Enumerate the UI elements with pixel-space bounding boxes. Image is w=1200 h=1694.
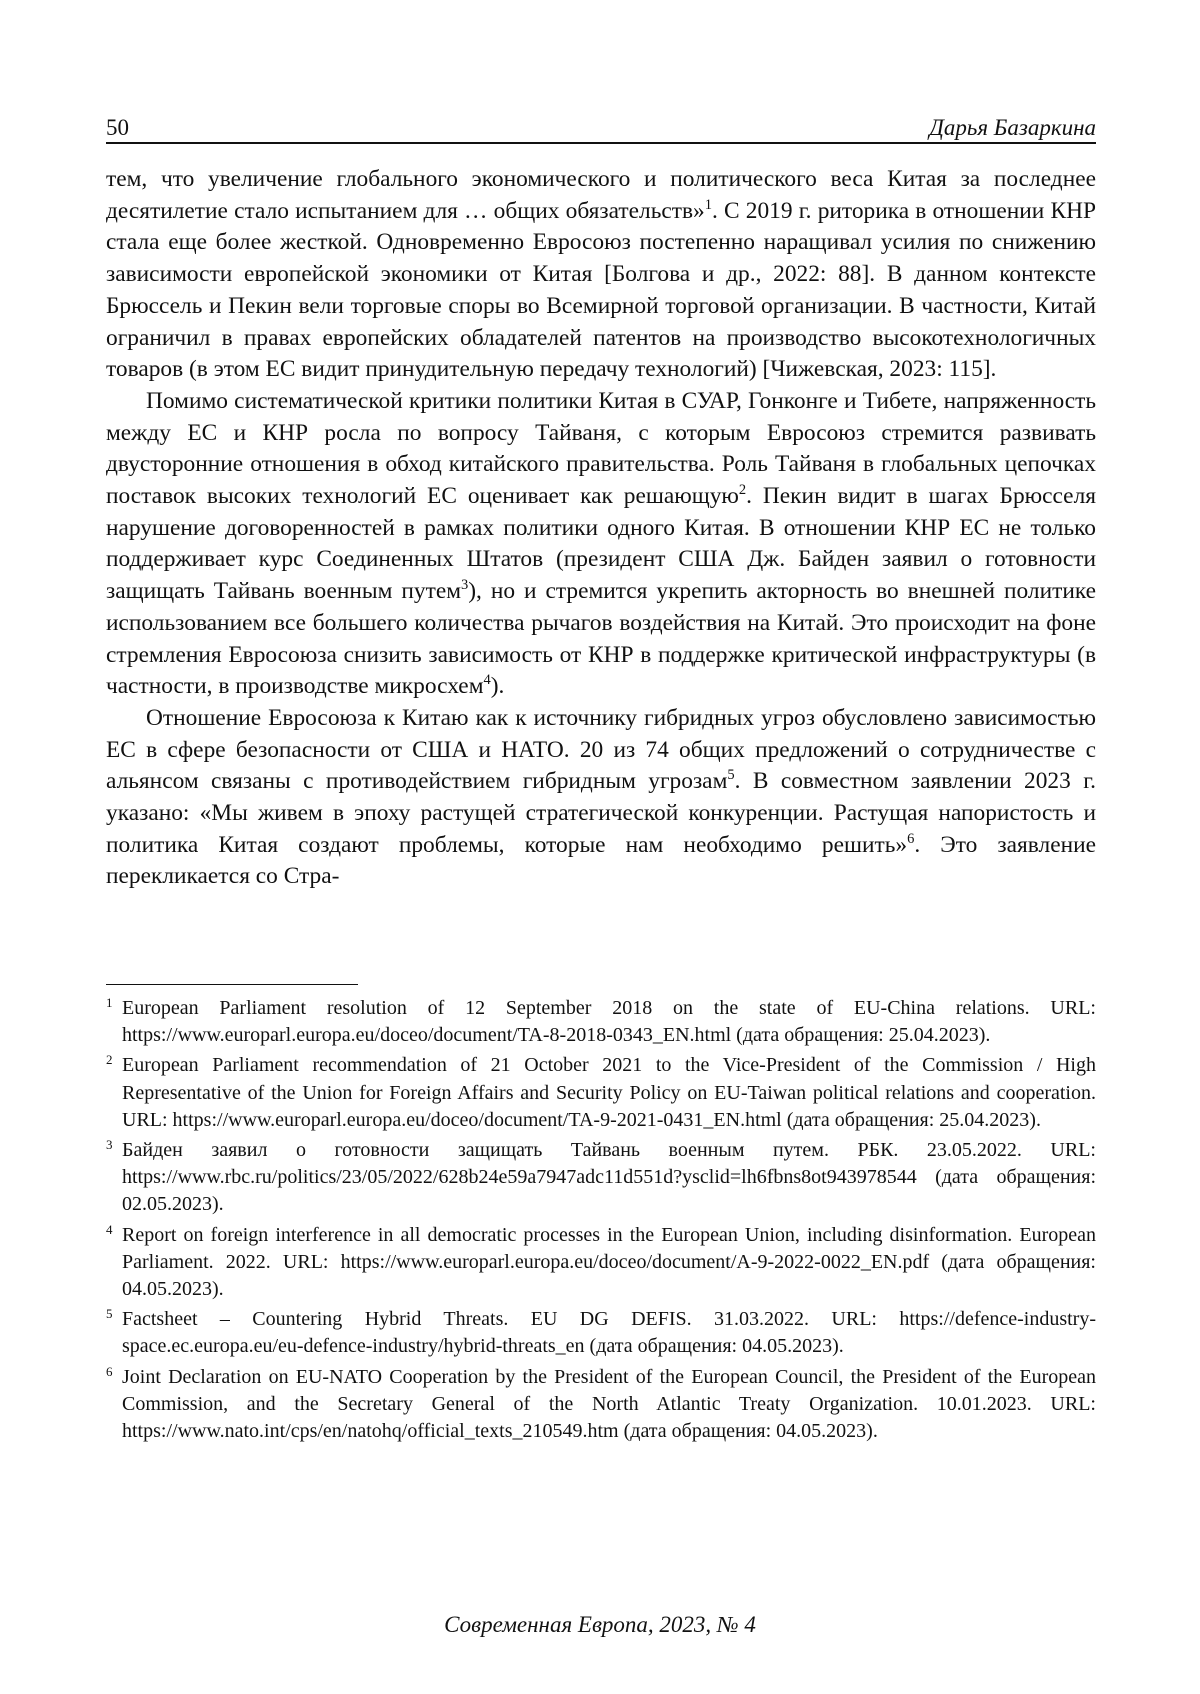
footnote-text: Байден заявил о готовности защищать Тайвань военным путем. РБК. 23.05.2022. URL: https://www.rbc.ru/politics/23/05/2022/628b24e59a7947adc11d551d?ysclid=lh6fbns8ot943978544 (дата обращения: 02.05.2023). bbox=[122, 1139, 1096, 1216]
paragraph-2: Помимо систематической критики политики Китая в СУАР, Гонконге и Тибете, напряженность между ЕС и КНР росла по вопросу Тайваня, с которым Евросоюз стремится развивать двусторонние отношения в обход китайского правительства. Роль Тайваня в глобальных цепочках поставок высоких технологий ЕС оценивает как решающую$^2$. Пекин видит в шагах Брюсселя нарушение договоренностей в рамках политики одного Китая. В отношении КНР ЕС не только поддерживает курс Соединенных Штатов (президент США Дж. Байден заявил о готовности защищать Тайвань военным путем$^3$), но и стремится укрепить акторность во внешней политике использованием все большего количества рычагов воздействия на Китай. Это происходит на фоне стремления Евросоюза снизить зависимость от КНР в поддержке критической инфраструктуры (в частности, в производстве микросхем$^4$). bbox=[106, 387, 1096, 700]
footnote-text: Joint Declaration on EU-NATO Cooperation by the President of the European Council, the President of the European Commission, and the Secretary General of the North Atlantic Treaty Organization. 10.01.2023. URL: https://www.nato.int/cps/en/natohq/official_texts_210549.htm (дата обращения: 04.05.2023). bbox=[122, 1365, 1096, 1443]
footnote bbox=[106, 1306, 1096, 1360]
footnote bbox=[106, 1222, 1096, 1304]
footnote-number: 6 bbox=[106, 1363, 113, 1379]
footnote-rule bbox=[106, 984, 358, 985]
footnote-ref-6[interactable]: 6 bbox=[907, 830, 915, 847]
footnote-number: 2 bbox=[106, 1052, 113, 1068]
paragraph-1: тем, что увеличение глобального экономического и политического веса Китая за последнее десятилетие стало испытанием для … общих обязательств»$^1$. С 2019 г. риторика в отношении КНР стала еще более жесткой. Одновременно Евросоюз постепенно наращивал усилия по снижению зависимости европейской экономики от Китая [Болгова и др., 2022: 88]. В данном контексте Брюссель и Пекин вели торговые споры во Всемирной торговой организации. В частности, Китай ограничил в правах европейских обладателей патентов на производство высокотехнологичных товаров (в этом ЕС видит принудительную передачу технологий) [Чижевская, 2023: 115]. bbox=[106, 166, 1096, 383]
footnote-ref-2[interactable]: 2 bbox=[738, 482, 747, 499]
running-header bbox=[106, 106, 1096, 142]
running-footer: Современная Европа, 2023, № 4 bbox=[444, 1612, 756, 1637]
page-number: 50 bbox=[106, 115, 129, 140]
footnote-ref-1[interactable]: 1 bbox=[704, 196, 712, 213]
footnote-text: European Parliament resolution of 12 September 2018 on the state of EU-China relations. URL: https://www.europarl.europa.eu/doceo/document/TA-8-2018-0343_EN.html (дата обращения: 25.04.2023). bbox=[122, 997, 1096, 1047]
header-rule bbox=[106, 142, 1096, 144]
footnotes bbox=[106, 995, 1096, 1448]
footnote-text: Factsheet – Countering Hybrid Threats. EU DG DEFIS. 31.03.2022. URL: https://defence-industry-space.ec.europa.eu/eu-defence-industry/hybrid-threats_en (дата обращения: 04.05.2023). bbox=[122, 1308, 1096, 1358]
footnote-text: European Parliament recommendation of 21 October 2021 to the Vice-President of the Commission / High Representative of the Union for Foreign Affairs and Security Policy on EU-Taiwan political relations and cooperation. URL: https://www.europarl.europa.eu/doceo/document/TA-9-2021-0431_EN.html (дата обращения: 25.04.2023). bbox=[122, 1054, 1096, 1131]
footnote bbox=[106, 995, 1096, 1049]
footnote-number: 1 bbox=[106, 995, 113, 1010]
footnote bbox=[106, 1052, 1096, 1134]
author-name: Дарья Базаркина bbox=[929, 115, 1096, 140]
footnote-number: 3 bbox=[106, 1137, 113, 1153]
footnote-ref-5[interactable]: 5 bbox=[727, 767, 735, 784]
footnote-ref-3[interactable]: 3 bbox=[461, 577, 469, 594]
footnote-number: 4 bbox=[106, 1221, 113, 1237]
paragraph-3: Отношение Евросоюза к Китаю как к источнику гибридных угроз обусловлено зависимостью ЕС в сфере безопасности от США и НАТО. 20 из 74 общих предложений о сотрудничестве с альянсом связаны с противодействием гибридным угрозам$^5$. В совместном заявлении 2023 г. указано: «Мы живем в эпоху растущей стратегической конкуренции. Растущая напористость и политика Китая создают проблемы, которые нам необходимо решить»$^6$. Это заявление перекликается со Стра- bbox=[106, 704, 1097, 890]
footnote-text: Report on foreign interference in all democratic processes in the European Union, including disinformation. European Parliament. 2022. URL: https://www.europarl.europa.eu/doceo/document/A-9-2022-0022_EN.pdf (дата обращения: 04.05.2023). bbox=[122, 1223, 1096, 1301]
footnote bbox=[106, 1364, 1096, 1446]
footnote bbox=[106, 1137, 1096, 1219]
footnote-ref-4[interactable]: 4 bbox=[483, 672, 491, 689]
main-text bbox=[106, 164, 1096, 893]
footnote-number: 5 bbox=[106, 1306, 113, 1322]
